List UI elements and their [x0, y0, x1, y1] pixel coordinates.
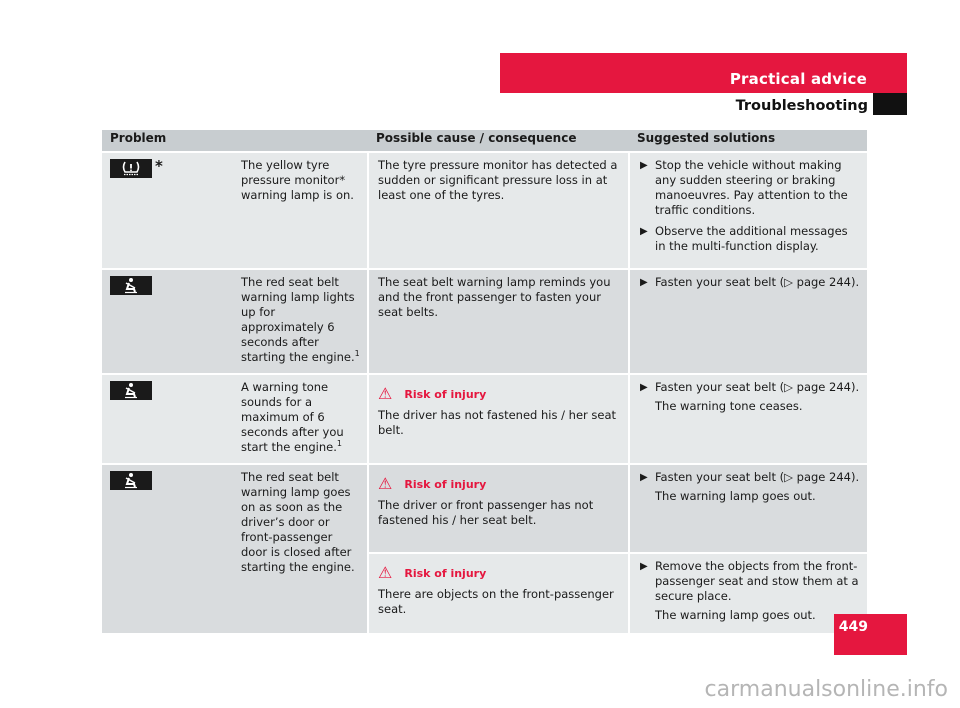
page-number: 449 — [838, 619, 868, 635]
footnote-ref: 1 — [354, 349, 360, 359]
warning-callout — [378, 386, 620, 402]
cause-text: The driver has not fastened his / her seat belt. — [378, 408, 617, 437]
problem-text: The yellow tyre pressure monitor* warning lamp is on. — [235, 152, 368, 269]
problem-text: The red seat belt warning lamp goes on as soon as the driver’s door or front-passenger door is closed after starting the engine. — [235, 464, 368, 633]
table-row — [102, 152, 867, 269]
troubleshooting-table — [102, 130, 867, 633]
solution-item: ▶ Fasten your seat belt (▷ page 244). — [640, 470, 860, 484]
lamp-cell — [102, 374, 235, 464]
solution-item: ▶ Fasten your seat belt (▷ page 244). — [640, 275, 860, 289]
solution-note: The warning lamp goes out. — [655, 608, 816, 622]
cause-cell — [368, 553, 629, 633]
seatbelt-lamp-icon — [110, 471, 152, 490]
cause-text: The seat belt warning lamp reminds you and the front passenger to fasten your seat belts. — [368, 269, 629, 374]
footnote-ref: 1 — [336, 439, 342, 449]
problem-text: A warning tone sounds for a maximum of 6 seconds after you start the engine. — [241, 380, 344, 454]
solution-item: ▶ Fasten your seat belt (▷ page 244). — [640, 380, 860, 394]
cause-text: The tyre pressure monitor has detected a sudden or significant pressure loss in at least one of the tyres. — [368, 152, 629, 269]
warning-callout — [378, 565, 620, 581]
column-header-solutions: Suggested solutions — [629, 130, 867, 152]
cause-text: There are objects on the front-passenger seat. — [378, 587, 614, 616]
cause-cell — [368, 374, 629, 464]
cause-text: The driver or front passenger has not fastened his / her seat belt. — [378, 498, 594, 527]
problem-cell — [235, 374, 368, 464]
page-number-box — [834, 614, 907, 655]
column-header-cause: Possible cause / consequence — [368, 130, 629, 152]
watermark: carmanualsonline.info — [704, 677, 948, 702]
seatbelt-lamp-icon — [110, 381, 152, 400]
problem-text: The red seat belt warning lamp lights up for approximately 6 seconds after starting the engine. — [241, 275, 355, 364]
table-header-row — [102, 130, 867, 152]
bullet-arrow-icon: ▶ — [640, 472, 648, 483]
table-row — [102, 269, 867, 374]
solutions-cell — [629, 269, 867, 374]
column-header-problem: Problem — [102, 130, 368, 152]
problem-cell — [235, 269, 368, 374]
bullet-arrow-icon: ▶ — [640, 160, 648, 171]
bullet-arrow-icon: ▶ — [640, 382, 648, 393]
header-tab-marker — [873, 93, 907, 115]
solution-item: ▶ Stop the vehicle without making any sudden steering or braking manoeuvres. Pay attention to the traffic conditions. — [640, 158, 848, 217]
warning-callout — [378, 476, 620, 492]
subsection-title: Troubleshooting — [735, 98, 868, 114]
solution-note: The warning tone ceases. — [655, 399, 803, 413]
seatbelt-lamp-icon — [110, 276, 152, 295]
table-row — [102, 464, 867, 553]
section-title: Practical advice — [729, 70, 867, 88]
solution-note: The warning lamp goes out. — [655, 489, 816, 503]
warning-label: Risk of injury — [404, 566, 487, 580]
lamp-cell — [102, 152, 235, 269]
solutions-cell — [629, 553, 867, 633]
lamp-cell — [102, 464, 235, 633]
tyre-pressure-lamp-icon — [110, 159, 152, 178]
warning-triangle-icon: ⚠ — [378, 384, 393, 403]
bullet-arrow-icon: ▶ — [640, 226, 648, 237]
warning-triangle-icon: ⚠ — [378, 474, 393, 493]
warning-label: Risk of injury — [404, 387, 487, 401]
solutions-cell — [629, 152, 867, 269]
cause-cell — [368, 464, 629, 553]
warning-label: Risk of injury — [404, 477, 487, 491]
solution-item: ▶ Observe the additional messages in the multi-function display. — [640, 224, 848, 253]
bullet-arrow-icon: ▶ — [640, 277, 648, 288]
solutions-cell — [629, 374, 867, 464]
bullet-arrow-icon: ▶ — [640, 561, 648, 572]
table-row — [102, 374, 867, 464]
solution-item: ▶ Remove the objects from the front-passenger seat and stow them at a secure place. — [640, 559, 859, 603]
lamp-cell — [102, 269, 235, 374]
section-header-bar — [500, 53, 907, 93]
optional-equipment-star: * — [155, 157, 163, 175]
warning-triangle-icon: ⚠ — [378, 563, 393, 582]
solutions-cell — [629, 464, 867, 553]
